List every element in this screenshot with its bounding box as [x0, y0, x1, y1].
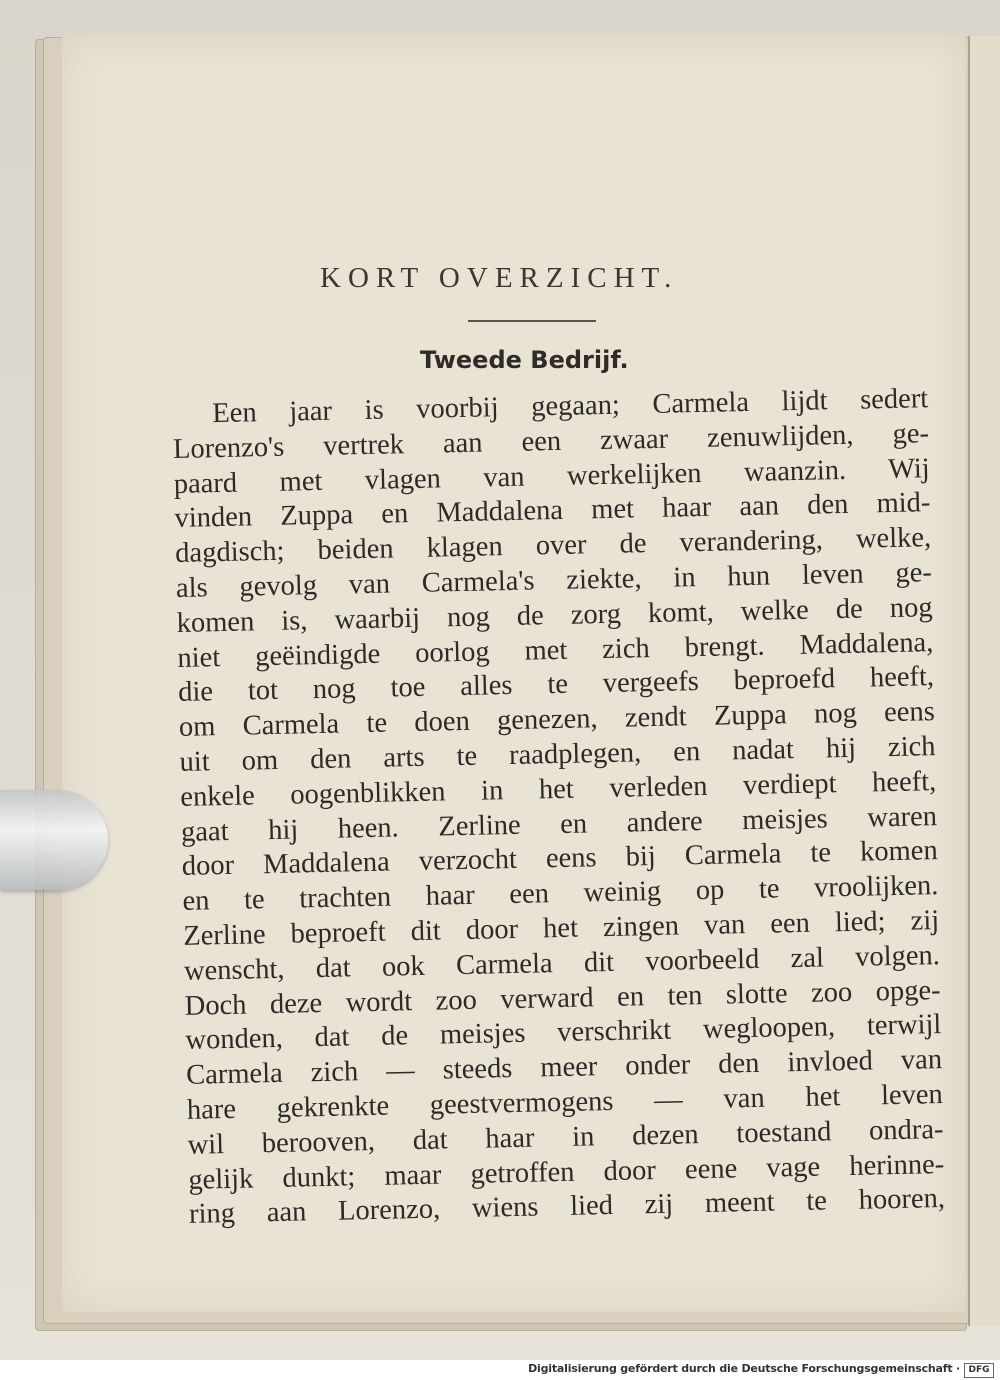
text-line: dagdisch; beiden klagen over de verandering, welke,: [174, 522, 932, 570]
text-line: uit om den arts te raadplegen, en nadat hij zich: [179, 731, 936, 778]
text-line: Lorenzo's vertrek aan een zwaar zenuwlijden, ge-: [172, 417, 930, 465]
text-line: Doch deze wordt zoo verward en ten slotte zoo opge-: [184, 974, 941, 1022]
text-line: gaat hij heen. Zerline en andere meisjes waren: [180, 800, 938, 848]
text-line: paard met vlagen van werkelijken waanzin. Wij: [173, 452, 930, 500]
dfg-logo: DFG: [964, 1363, 994, 1378]
text-line: Een jaar is voorbij gegaan; Carmela lijdt sedert: [212, 383, 929, 430]
text-line: Carmela zich — steeds meer onder den invloed van: [185, 1044, 943, 1091]
text-line: die tot nog toe alles te vergeefs beproefd heeft,: [177, 661, 935, 709]
text-line: om Carmela te doen genezen, zendt Zuppa nog eens: [178, 696, 936, 744]
text-line: ring aan Lorenzo, wiens lied zij meent te hooren,: [188, 1183, 946, 1231]
text-line: als gevolg van Carmela's ziekte, in hun leven ge-: [175, 557, 933, 604]
act-subheading: Tweede Bedrijf.: [420, 346, 629, 374]
text-line: hare gekrenkte geestvermogens — van het leven: [186, 1078, 944, 1126]
page-clip: [0, 790, 108, 890]
text-line: wonden, dat de meisjes verschrikt wegloopen, terwijl: [185, 1009, 942, 1057]
digitization-footer: [0, 1360, 1000, 1380]
text-line: Zerline beproeft dit door het zingen van een lied; zij: [182, 905, 940, 952]
text-line: en te trachten haar een weinig op te vroolijken.: [182, 870, 939, 918]
text-line: wil berooven, dat haar in dezen toestand ondra-: [187, 1113, 944, 1161]
synopsis-text: [172, 382, 945, 1233]
text-line: enkele oogenblikken in het verleden verdiept heeft,: [180, 765, 937, 813]
footer-credit: Digitalisierung gefördert durch die Deutsche Forschungsgemeinschaft ·: [528, 1362, 960, 1375]
text-line: vinden Zuppa en Maddalena met haar aan den mid-: [174, 487, 931, 535]
heading-rule: [468, 320, 596, 322]
text-line: komen is, waarbij nog de zorg komt, welke de nog: [176, 591, 933, 639]
page-heading: KORT OVERZICHT.: [320, 262, 679, 294]
text-line: gelijk dunkt; maar getroffen door eene vage herinne-: [188, 1148, 945, 1196]
text-line: wenscht, dat ook Carmela dit voorbeeld zal volgen.: [183, 939, 941, 987]
text-line: niet geëindigde oorlog met zich brengt. Maddalena,: [177, 626, 934, 674]
facing-page-edge: [968, 36, 1000, 1326]
text-line: door Maddalena verzocht eens bij Carmela te komen: [181, 835, 938, 883]
